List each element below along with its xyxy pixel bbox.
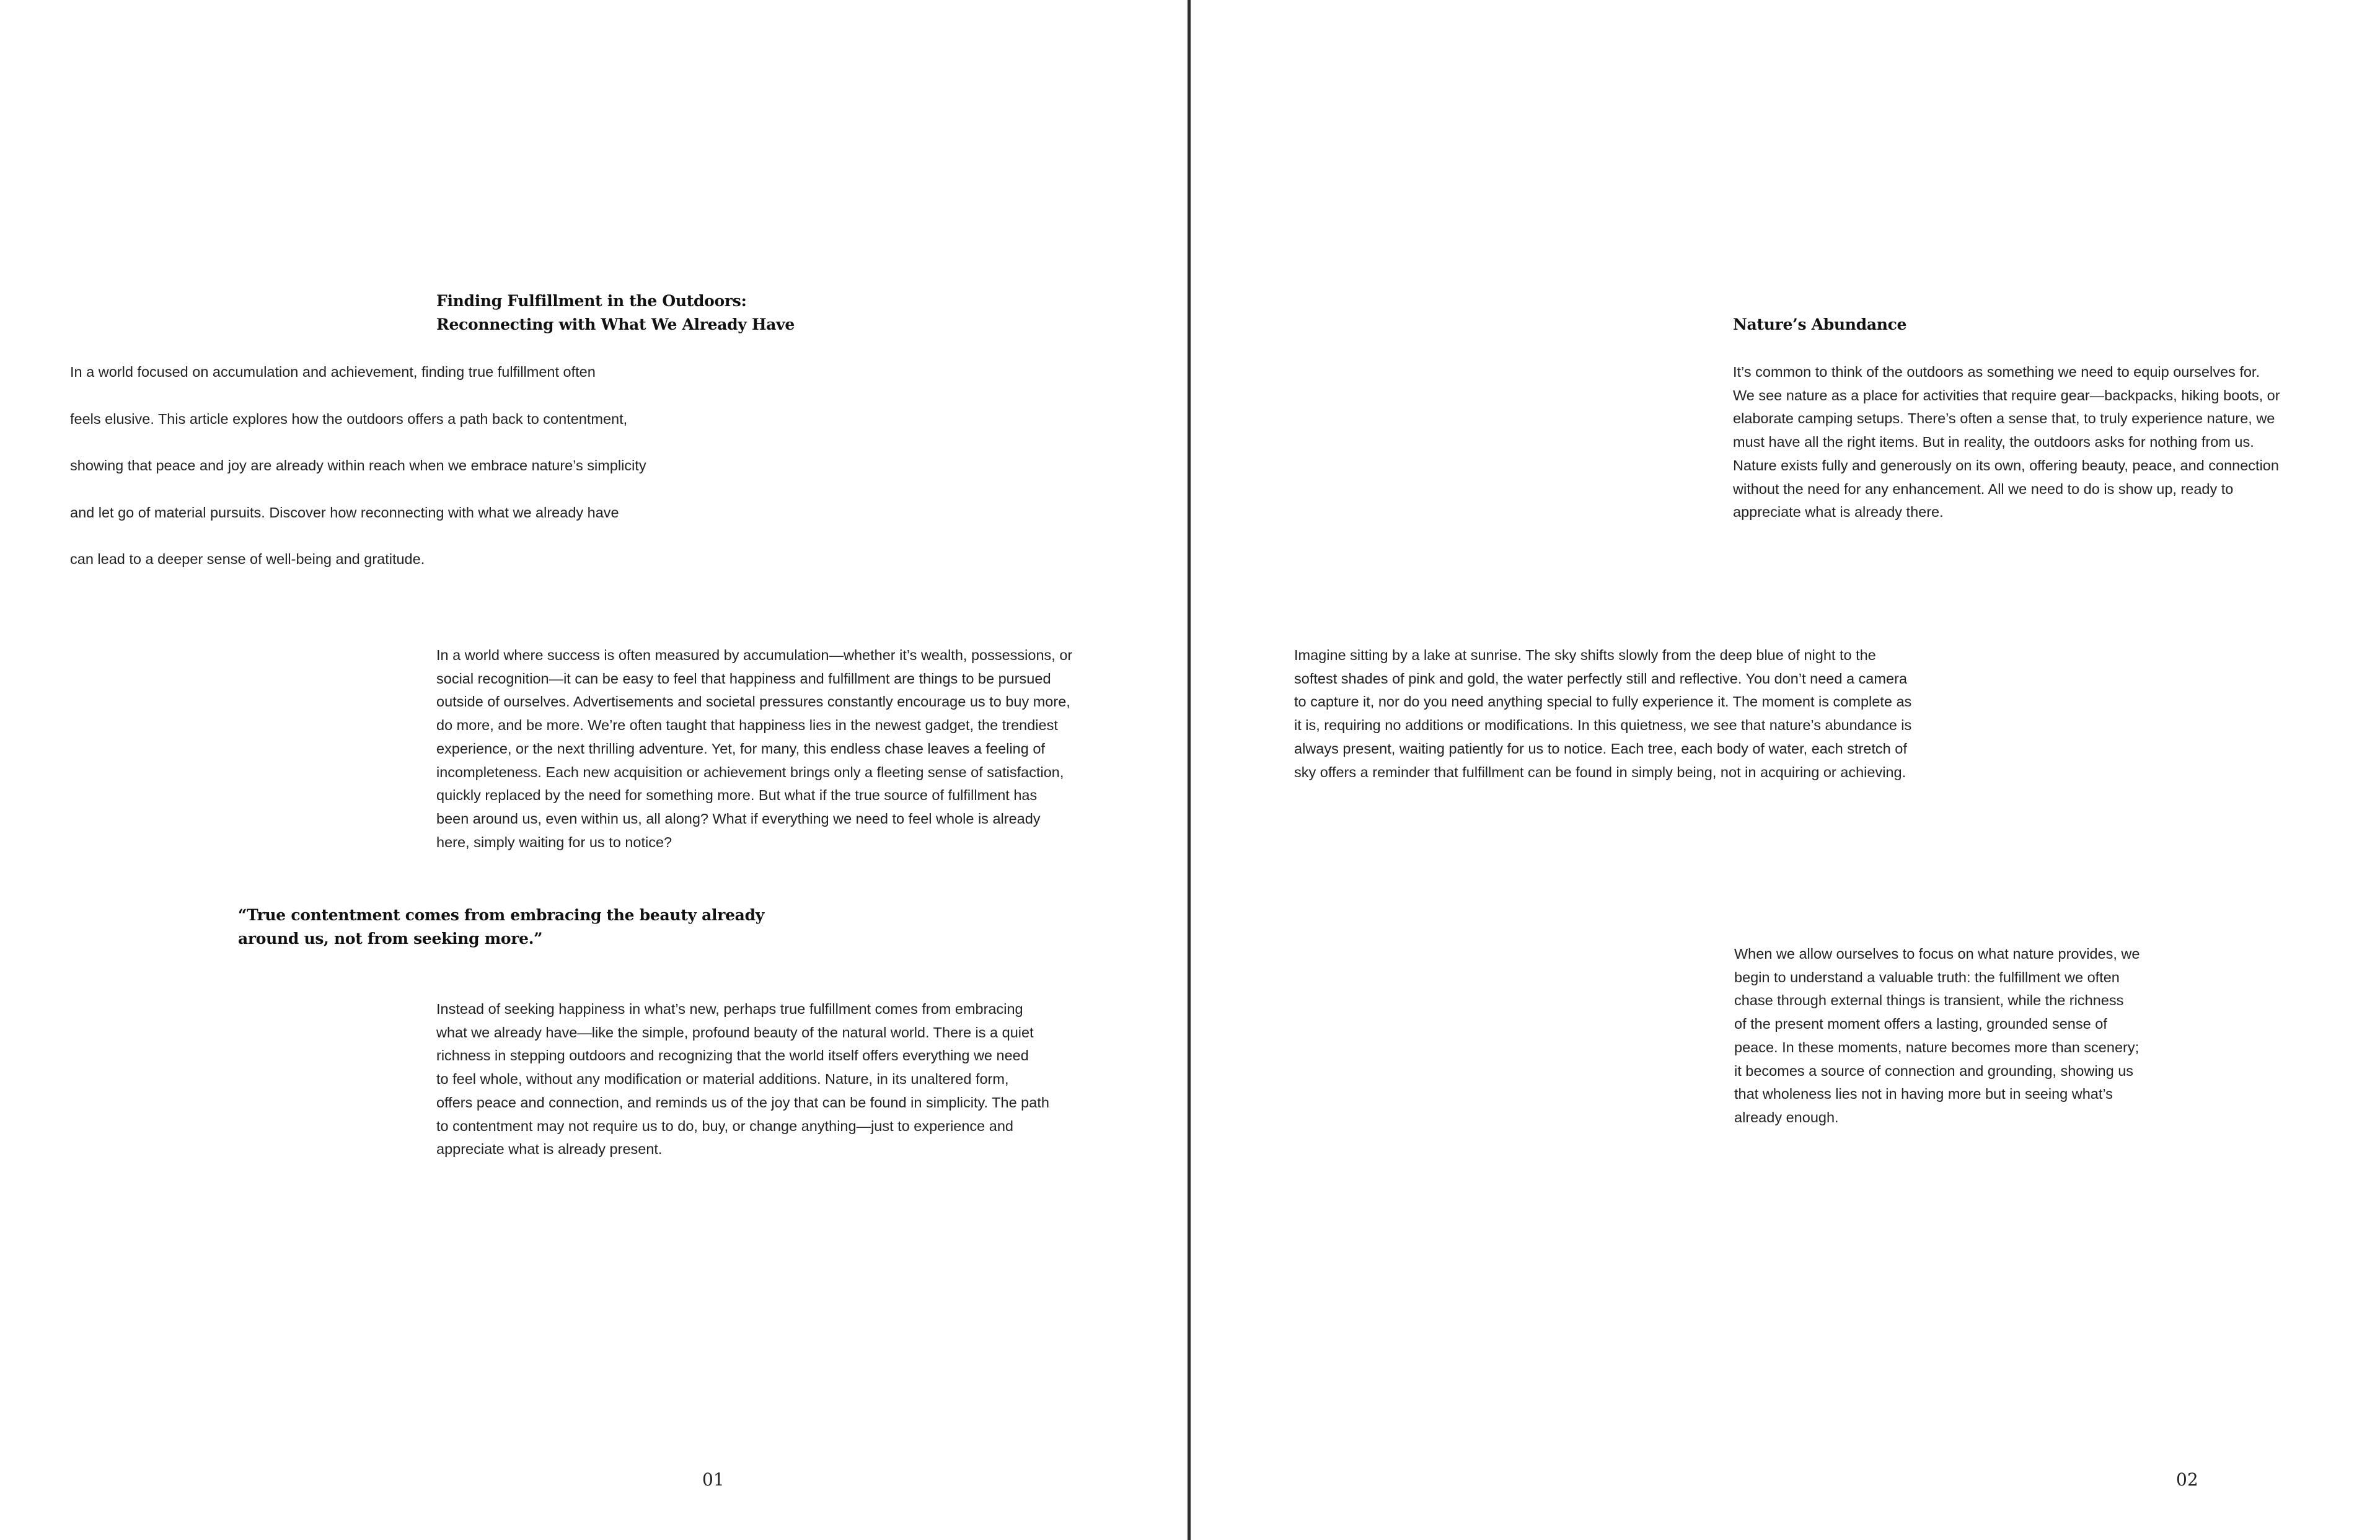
paragraph-line: always present, waiting patiently for us to notice. Each tree, each body of water, each stretch of — [1294, 740, 1907, 757]
page-left — [0, 0, 1188, 1540]
paragraph-line: elaborate camping setups. There’s often a sense that, to truly experience nature, we — [1733, 410, 2275, 427]
paragraph-line: chase through external things is transient, while the richness — [1734, 992, 2124, 1009]
paragraph-line: to capture it, nor do you need anything special to fully experience it. The moment is complete as — [1294, 693, 1912, 710]
paragraph-line: that wholeness lies not in having more but in seeing what’s — [1734, 1086, 2113, 1102]
intro-line: can lead to a deeper sense of well-being and gratitude. — [70, 551, 425, 567]
intro-line: In a world focused on accumulation and achievement, finding true fulfillment often — [70, 364, 596, 380]
paragraph-line: We see nature as a place for activities that require gear—backpacks, hiking boots, or — [1733, 387, 2280, 403]
pull-quote-line: “True contentment comes from embracing the beauty already — [238, 906, 764, 924]
paragraph-line: When we allow ourselves to focus on what nature provides, we — [1734, 946, 2140, 962]
intro-line: showing that peace and joy are already within reach when we embrace nature’s simplicity — [70, 457, 646, 473]
paragraph-line: offers peace and connection, and reminds us of the joy that can be found in simplicity. The path — [436, 1094, 1049, 1111]
paragraph-line: here, simply waiting for us to notice? — [436, 834, 672, 850]
paragraph-line: to feel whole, without any modification or material additions. Nature, in its unaltered form, — [436, 1071, 1009, 1088]
paragraph-line: what we already have—like the simple, profound beauty of the natural world. There is a quiet — [436, 1024, 1034, 1041]
paragraph-line: of the present moment offers a lasting, grounded sense of — [1734, 1016, 2107, 1032]
paragraph-line: Instead of seeking happiness in what’s new, perhaps true fulfillment comes from embracing — [436, 1001, 1023, 1017]
intro-line: feels elusive. This article explores how the outdoors offers a path back to contentment, — [70, 410, 628, 427]
body-paragraph-1 — [436, 644, 1072, 854]
paragraph-line: peace. In these moments, nature becomes more than scenery; — [1734, 1039, 2140, 1055]
body-paragraph-3 — [1734, 943, 2140, 1130]
pull-quote — [238, 904, 764, 951]
paragraph-line: already enough. — [1734, 1109, 1839, 1125]
intro-line: and let go of material pursuits. Discover how reconnecting with what we already have — [70, 504, 619, 521]
article-title — [436, 289, 795, 337]
paragraph-line: appreciate what is already present. — [436, 1141, 663, 1158]
paragraph-line: Nature exists fully and generously on its own, offering beauty, peace, and connection — [1733, 457, 2279, 473]
paragraph-line: experience, or the next thrilling adventure. Yet, for many, this endless chase leaves a feeling of — [436, 740, 1045, 757]
paragraph-line: it becomes a source of connection and grounding, showing us — [1734, 1062, 2134, 1079]
pull-quote-line: around us, not from seeking more.” — [238, 930, 543, 948]
paragraph-line: without the need for any enhancement. All we need to do is show up, ready to — [1733, 480, 2234, 497]
article-title-line: Reconnecting with What We Already Have — [436, 315, 795, 333]
article-title-line: Finding Fulfillment in the Outdoors: — [436, 292, 747, 310]
paragraph-line: must have all the right items. But in reality, the outdoors asks for nothing from us. — [1733, 434, 2254, 451]
paragraph-line: begin to understand a valuable truth: the fulfillment we often — [1734, 969, 2120, 985]
paragraph-line: Imagine sitting by a lake at sunrise. The sky shifts slowly from the deep blue of night to the — [1294, 647, 1876, 663]
paragraph-line: been around us, even within us, all along? What if everything we need to feel whole is already — [436, 810, 1041, 827]
paragraph-line: In a world where success is often measured by accumulation—whether it’s wealth, possessions, or — [436, 647, 1073, 663]
page-number: 02 — [2176, 1469, 2198, 1490]
body-paragraph-2 — [1294, 644, 1911, 784]
page-right — [1191, 0, 2380, 1540]
paragraph-line: appreciate what is already there. — [1733, 504, 1944, 521]
paragraph-line: social recognition—it can be easy to feel that happiness and fulfillment are things to be pursued — [436, 670, 1051, 687]
article-intro — [70, 349, 646, 583]
paragraph-line: incompleteness. Each new acquisition or achievement brings only a fleeting sense of satisfaction, — [436, 763, 1064, 780]
paragraph-line: quickly replaced by the need for something more. But what if the true source of fulfillment has — [436, 787, 1038, 804]
paragraph-line: softest shades of pink and gold, the water perfectly still and reflective. You don’t need a camera — [1294, 670, 1907, 687]
paragraph-line: richness in stepping outdoors and recognizing that the world itself offers everything we need — [436, 1047, 1029, 1064]
section-heading: Nature’s Abundance — [1733, 315, 1907, 333]
body-paragraph-2 — [436, 998, 1049, 1161]
paragraph-line: to contentment may not require us to do, buy, or change anything—just to experience and — [436, 1117, 1013, 1134]
paragraph-line: sky offers a reminder that fulfillment can be found in simply being, not in acquiring or achieving. — [1294, 763, 1906, 780]
paragraph-line: it is, requiring no additions or modifications. In this quietness, we see that nature’s abundance is — [1294, 717, 1912, 734]
paragraph-line: It’s common to think of the outdoors as something we need to equip ourselves for. — [1733, 364, 2260, 380]
page-number: 01 — [702, 1469, 725, 1490]
paragraph-line: outside of ourselves. Advertisements and societal pressures constantly encourage us to buy more, — [436, 693, 1070, 710]
body-paragraph-1 — [1733, 361, 2280, 524]
paragraph-line: do more, and be more. We’re often taught that happiness lies in the newest gadget, the trendiest — [436, 717, 1058, 734]
